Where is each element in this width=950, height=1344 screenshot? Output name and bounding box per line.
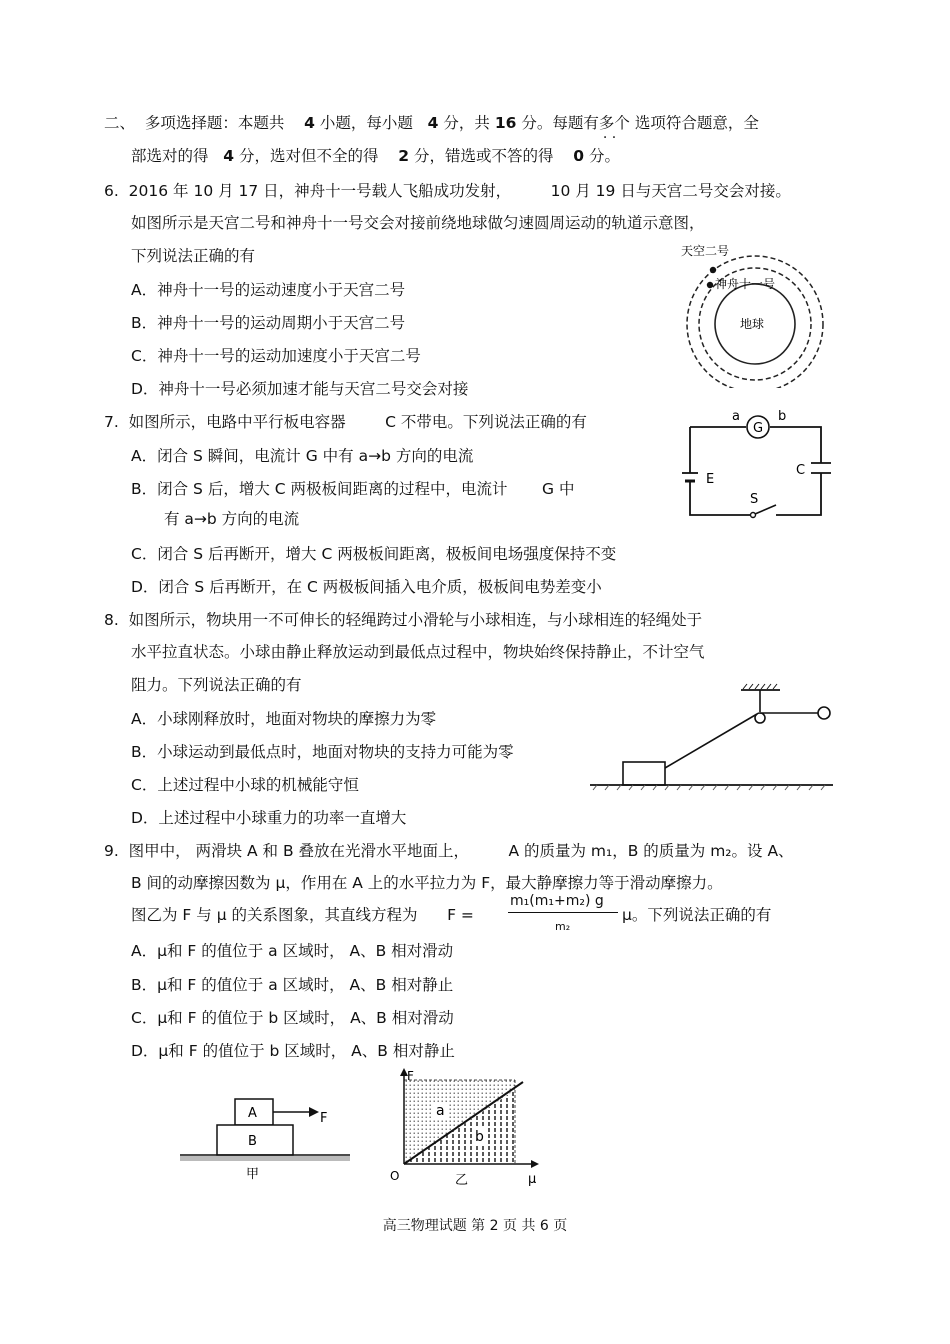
tiangong-dot xyxy=(710,267,716,273)
region-b-label: b xyxy=(475,1129,484,1145)
q9-option-a: A．μ和 F 的值位于 a 区域时， A、B 相对滑动 xyxy=(131,942,454,960)
q8-option-a: A．小球刚释放时，地面对物块的摩擦力为零 xyxy=(131,710,437,728)
block xyxy=(623,762,665,785)
q7-line1: 7. 如图所示，电路中平行板电容器 C 不带电。下列说法正确的有 xyxy=(104,413,587,431)
shenzhou-dot xyxy=(707,282,713,288)
q6-option-b: B．神舟十一号的运动周期小于天宫二号 xyxy=(131,314,406,332)
q6-option-a: A．神舟十一号的运动速度小于天宫二号 xyxy=(131,281,406,299)
q9-line3b: μ。下列说法正确的有 xyxy=(622,906,772,924)
q6-line1: 6. 2016 年 10 月 17 日，神舟十一号载人飞船成功发射， 10 月 19 日与天宫二号交会对接。 xyxy=(104,182,791,200)
equation-fraction-bar xyxy=(508,912,618,913)
q7-option-c: C．闭合 S 后再断开，增大 C 两极板间距离，极板间电场强度保持不变 xyxy=(131,545,617,563)
section-heading-line1: 二、 多项选择题：本题共 4 小题，每小题 4 分，共 16 分。每题有多个 · · 选项符合题意，全 xyxy=(104,112,759,134)
q8-option-b: B．小球运动到最低点时，地面对物块的支持力可能为零 xyxy=(131,743,514,761)
terminal-a-label: a xyxy=(732,409,740,424)
circuit-diagram xyxy=(680,405,840,525)
q6-option-c: C．神舟十一号的运动加速度小于天宫二号 xyxy=(131,347,421,365)
q6-line2: 如图所示是天宫二号和神舟十一号交会对接前绕地球做匀速圆周运动的轨道示意图， xyxy=(131,214,705,232)
region-a-label: a xyxy=(436,1103,445,1119)
q7-option-b: B．闭合 S 后，增大 C 两极板间距离的过程中，电流计 G 中 xyxy=(131,480,575,498)
q9-option-d: D．μ和 F 的值位于 b 区域时， A、B 相对静止 xyxy=(131,1042,455,1060)
q7-option-d: D．闭合 S 后再断开，在 C 两极板间插入电介质，极板间电势差变小 xyxy=(131,578,602,596)
q9-option-b: B．μ和 F 的值位于 a 区域时， A、B 相对静止 xyxy=(131,976,454,994)
figure-yi-caption: 乙 xyxy=(455,1173,469,1188)
switch-label: S xyxy=(750,492,759,507)
block-b-label: B xyxy=(248,1134,257,1149)
capacitor-label: C xyxy=(796,463,806,478)
q6-option-d: D．神舟十一号必须加速才能与天宫二号交会对接 xyxy=(131,380,469,398)
equation-numerator: m₁(m₁+m₂) g xyxy=(510,893,604,909)
equation-denominator: m₂ xyxy=(555,920,571,933)
origin-label: O xyxy=(390,1169,400,1183)
q9-line3a: 图乙为 F 与 μ 的关系图象，其直线方程为 F = xyxy=(131,906,474,924)
q9-line1: 9. 图甲中， 两滑块 A 和 B 叠放在光滑水平地面上， A 的质量为 m₁，B 的质量为 m₂。设 A、 xyxy=(104,842,794,860)
q9-option-c: C．μ和 F 的值位于 b 区域时， A、B 相对滑动 xyxy=(131,1009,454,1027)
figure-jia xyxy=(175,1090,355,1190)
small-ball xyxy=(818,707,830,719)
rope-slanted xyxy=(665,714,757,768)
q6-line3: 下列说法正确的有 xyxy=(131,247,256,265)
force-label: F xyxy=(320,1111,328,1126)
q7-option-b-line2: 有 a→b 方向的电流 xyxy=(164,510,300,528)
q8-line1: 8. 如图所示，物块用一不可伸长的轻绳跨过小滑轮与小球相连，与小球相连的轻绳处于 xyxy=(104,611,703,629)
terminal-b-label: b xyxy=(778,409,787,424)
page-footer: 高三物理试题 第 2 页 共 6 页 xyxy=(382,1218,568,1234)
q9-line2: B 间的动摩擦因数为 μ，作用在 A 上的水平拉力为 F，最大静摩擦力等于滑动摩擦力。 xyxy=(131,874,723,892)
section-heading-line2: 部选对的得 4 分，选对但不全的得 2 分，错选或不答的得 0 分。 xyxy=(131,147,620,165)
q7-option-a: A．闭合 S 瞬间，电流计 G 中有 a→b 方向的电流 xyxy=(131,447,474,465)
figure-yi xyxy=(385,1068,555,1193)
battery-label: E xyxy=(706,472,715,487)
earth-label: 地球 xyxy=(740,317,765,331)
figure-jia-caption: 甲 xyxy=(246,1167,260,1182)
pulley-diagram xyxy=(585,680,845,795)
q8-option-c: C．上述过程中小球的机械能守恒 xyxy=(131,776,359,794)
block-a-label: A xyxy=(248,1106,257,1121)
shenzhou-label: 神舟十一号 xyxy=(715,277,776,291)
mu-axis-label: μ xyxy=(528,1172,537,1187)
f-axis-label: F xyxy=(407,1069,414,1083)
q8-option-d: D．上述过程中小球重力的功率一直增大 xyxy=(131,809,407,827)
equation-lhs: F = xyxy=(447,906,474,924)
galvanometer-label: G xyxy=(753,421,764,436)
q8-line2: 水平拉直状态。小球由静止释放运动到最低点过程中，物块始终保持静止，不计空气 xyxy=(131,643,705,661)
equation-mu: μ xyxy=(622,906,632,924)
emphasis-dots: 多个 · · xyxy=(599,114,630,132)
tiangong-label: 天空二号 xyxy=(681,244,730,258)
orbit-diagram xyxy=(670,238,840,388)
q8-line3: 阻力。下列说法正确的有 xyxy=(131,676,302,694)
